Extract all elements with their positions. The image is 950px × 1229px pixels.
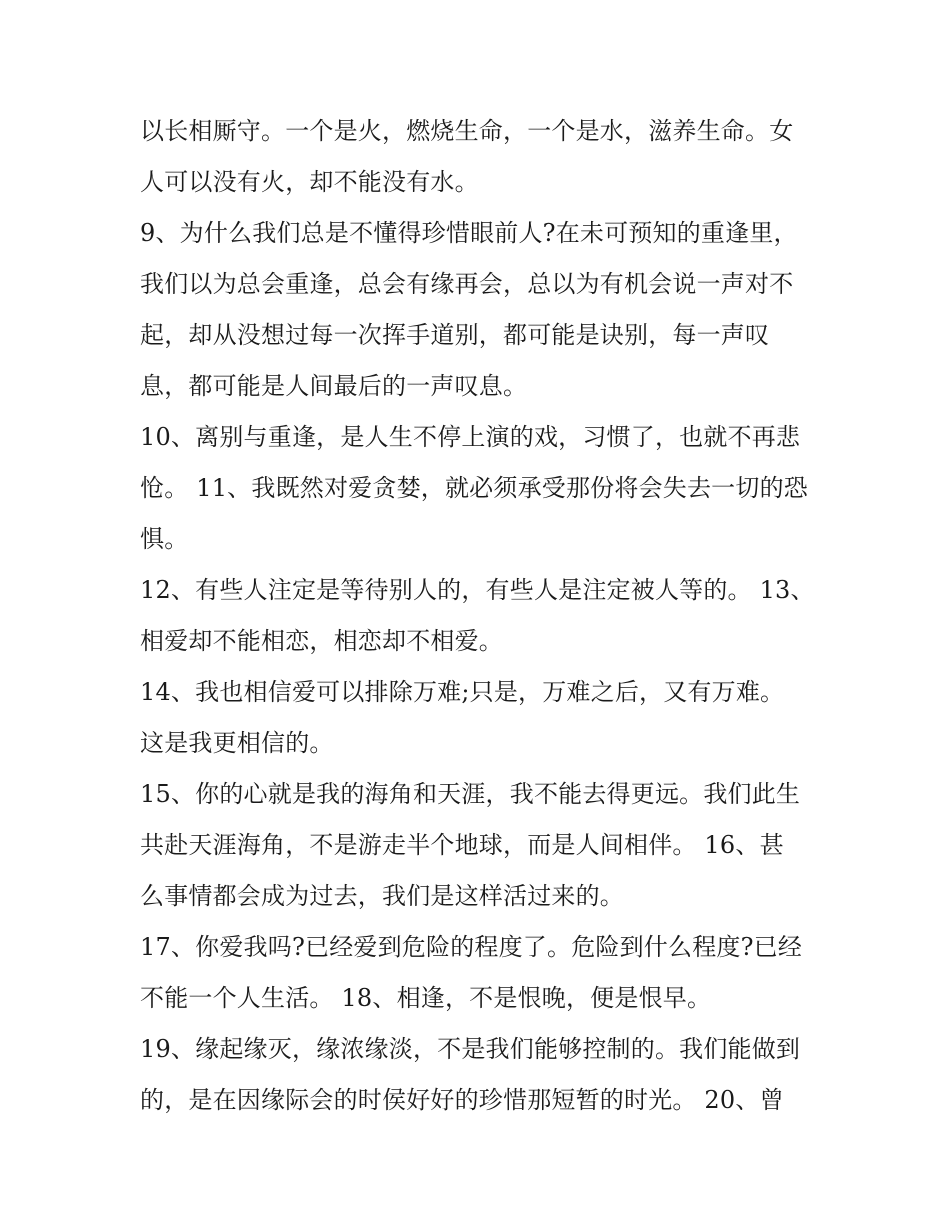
text-line: 么事情都会成为过去，我们是这样活过来的。 <box>140 882 624 910</box>
text-line: 17、你爱我吗?已经爱到危险的程度了。危险到什么程度?已经 <box>140 933 803 961</box>
text-line: 人可以没有火，却不能没有水。 <box>140 168 479 196</box>
text-line: 共赴天涯海角，不是游走半个地球，而是人间相伴。 16、甚 <box>140 831 784 859</box>
text-line: 9、为什么我们总是不懂得珍惜眼前人?在未可预知的重逢里， <box>140 219 798 247</box>
text-line: 不能一个人生活。 18、相逢，不是恨晚，便是恨早。 <box>140 984 712 1012</box>
text-line: 起，却从没想过每一次挥手道别，都可能是诀别，每一声叹 <box>140 321 770 349</box>
text-line: 惧。 <box>140 525 189 553</box>
text-line: 怆。 11、我既然对爱贪婪，就必须承受那份将会失去一切的恐 <box>140 474 808 502</box>
text-line: 14、我也相信爱可以排除万难;只是，万难之后，又有万难。 <box>140 678 785 706</box>
text-line: 息，都可能是人间最后的一声叹息。 <box>140 372 528 400</box>
text-line: 19、缘起缘灭，缘浓缘淡，不是我们能够控制的。我们能做到 <box>140 1035 801 1063</box>
text-line: 我们以为总会重逢，总会有缘再会，总以为有机会说一声对不 <box>140 270 794 298</box>
text-line: 的，是在因缘际会的时侯好好的珍惜那短暂的时光。 20、曾 <box>140 1086 784 1114</box>
text-line: 这是我更相信的。 <box>140 729 334 757</box>
text-line: 10、离别与重逢，是人生不停上演的戏，习惯了，也就不再悲 <box>140 423 801 451</box>
text-line: 12、有些人注定是等待别人的，有些人是注定被人等的。 13、 <box>140 576 815 604</box>
text-line: 相爱却不能相恋，相恋却不相爱。 <box>140 627 503 655</box>
text-line: 15、你的心就是我的海角和天涯，我不能去得更远。我们此生 <box>140 780 801 808</box>
text-line: 以长相厮守。一个是火，燃烧生命，一个是水，滋养生命。女 <box>140 117 794 145</box>
